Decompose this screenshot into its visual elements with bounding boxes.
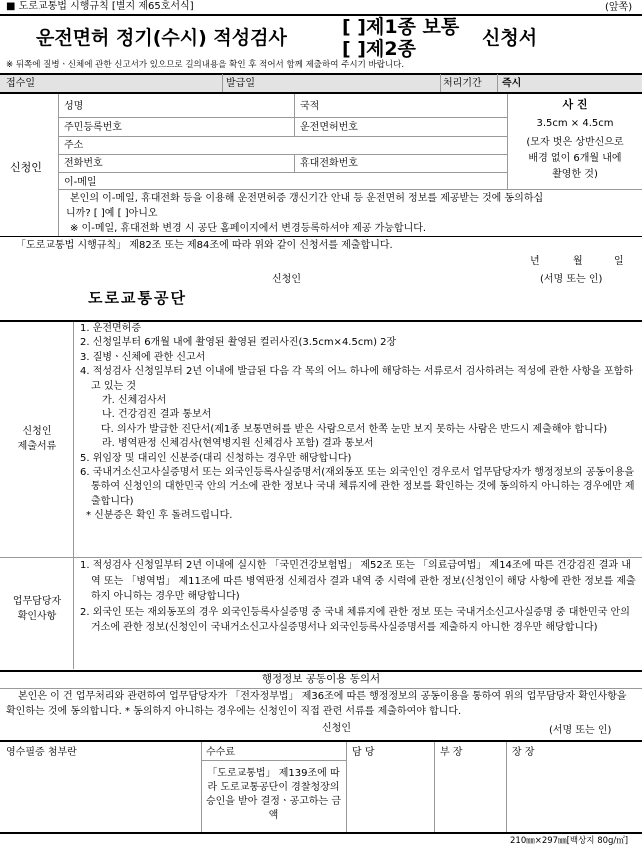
declaration-signer: 신청인 — [272, 274, 301, 285]
phone-field[interactable]: 전화번호 — [64, 158, 103, 169]
row-rule — [58, 117, 507, 118]
document-item: 2. 신청일부터 6개월 내에 촬영된 촬영된 컬러사진(3.5cm×4.5cm) 2장 — [80, 337, 397, 349]
receipt-number-label: 접수일 — [6, 78, 35, 89]
document-subitem: 가. 신체검사서 — [102, 395, 167, 407]
approval-section-chief[interactable]: 부 장 — [440, 747, 463, 758]
document-item: 6. 국내거소신고사실증명서 또는 외국인등록사실증명서(재외동포 또는 외국인인 경우로서 업무담당자가 행정정보의 공동이용을 통하여 신청인의 대한민국 안의 거소에 관한 정보나 국내 체류지에 관한 정보를 확인하는 것에 동의하지 아니하는 경우에만 제출합니다) — [80, 467, 635, 507]
receipt-divider — [497, 74, 498, 92]
consent-choice[interactable]: 니까? [ ]예 [ ]아니오 — [66, 208, 158, 219]
row-rule — [58, 172, 507, 173]
address-field[interactable]: 주소 — [64, 140, 84, 151]
photo-box[interactable] — [508, 97, 642, 183]
approval-director[interactable]: 장 장 — [512, 747, 535, 758]
name-field[interactable]: 성명 — [64, 101, 84, 112]
photo-title: 사 진 — [562, 98, 588, 111]
shared-info-signer: 신청인 — [322, 723, 351, 734]
footer-divider — [506, 742, 507, 832]
document-subitem: 나. 건강검진 결과 통보서 — [102, 409, 212, 421]
photo-size: 3.5cm × 4.5cm — [536, 118, 614, 129]
verification-label-divider — [73, 558, 74, 669]
form-title-suffix: 신청서 — [482, 27, 538, 49]
verification-item: 2. 외국인 또는 재외동포의 경우 외국인등록사실증명 중 국내 체류지에 관한 정보 또는 국내거소신고사실증명 중 대한민국 안의 거소에 관한 정보(신청인이 국내거소신고사실증명서나 외국인등록사실증명서를 제출하지 아니한 경우만 해당합니다) — [80, 606, 630, 634]
receipt-divider — [222, 74, 223, 92]
resident-number-field[interactable]: 주민등록번호 — [64, 122, 122, 133]
document-item: 4. 적성검사 신청일부터 2년 이내에 발급된 다음 각 목의 어느 하나에 해당하는 서류로서 검사하려는 적성에 관한 사항을 포함하고 있는 것 — [80, 366, 633, 392]
shared-info-body: 본인은 이 건 업무처리와 관련하여 업무담당자가 「전자정부법」 제36조에 따른 행정정보의 공동이용을 통하여 위의 업무담당자 확인사항을 확인하는 것에 동의합니다. * 동의하지 아니하는 경우에는 신청인이 직접 관련 서류를 제출하여야 합니다. — [6, 691, 627, 717]
license-number-field[interactable]: 운전면허번호 — [300, 122, 358, 133]
applicant-bottom-rule — [0, 236, 642, 237]
paper-spec: 210㎜×297㎜[백상지 80g/㎡] — [510, 836, 629, 846]
document-subitem: 라. 병역판정 신체검사(현역병지원 신체검사 포함) 결과 통보서 — [102, 438, 374, 450]
processing-period-value: 즉시 — [502, 78, 522, 89]
col-divider — [294, 94, 295, 136]
photo-note-line1: (모자 벗은 상반신으로 — [526, 137, 624, 148]
verification-item: 1. 적성검사 신청일부터 2년 이내에 실시한 「국민건강보험법」 제52조 또는 「의료급여법」 제14조에 따른 건강검진 결과 내역 또는 「병역법」 제11조에 따른 병역판정 신체검사 결과 내역 중 시력에 관한 정보(신청인이 해당 사항에 관한 정보를 제출하지 아니하는 경우만 해당합니다) — [80, 560, 636, 603]
photo-note-line2: 배경 없이 6개월 내에 — [528, 153, 622, 164]
documents-label — [4, 424, 70, 454]
fee-rule — [201, 760, 346, 761]
footer-top-rule — [0, 740, 642, 742]
verification-list — [80, 558, 636, 636]
documents-list — [80, 322, 636, 524]
verification-label-line1: 업무담당자 — [12, 596, 62, 607]
declaration-text: 「도로교통법 시행규칙」 제82조 또는 제84조에 따라 위와 같이 신청서를 제출합니다. — [16, 240, 393, 251]
document-item: 3. 질병ㆍ신체에 관한 신고서 — [80, 351, 206, 363]
verification-label — [4, 594, 70, 624]
processing-period-label: 처리기간 — [443, 78, 482, 89]
form-title: 운전면허 정기(수시) 적성검사 — [36, 27, 287, 49]
documents-label-line1: 신청인 — [22, 426, 52, 437]
footer-divider — [346, 742, 347, 832]
option-class2[interactable]: [ ]제2종 — [342, 38, 416, 60]
document-item: 5. 위임장 및 대리인 신분증(대리 신청하는 경우만 해당합니다) — [80, 452, 352, 464]
documents-label-divider — [73, 322, 74, 557]
date-day[interactable]: 일 — [614, 256, 624, 267]
mobile-field[interactable]: 휴대전화번호 — [300, 158, 358, 169]
receipt-attachment-area[interactable]: 영수필증 첨부란 — [6, 747, 77, 758]
document-subitem: 다. 의사가 발급한 진단서(제1종 보통면허를 받은 사람으로서 한쪽 눈만 보지 못하는 사람은 반드시 제출해야 합니다) — [101, 423, 608, 435]
row-rule — [58, 189, 642, 190]
date-month[interactable]: 월 — [573, 256, 583, 267]
nationality-field[interactable]: 국적 — [300, 101, 320, 112]
documents-label-line2: 제출서류 — [17, 441, 57, 452]
recipient-agency: 도로교통공단 — [88, 289, 187, 307]
consent-question: 본인의 이-메일, 휴대전화 등을 이용해 운전면허증 갱신기간 안내 등 운전면허 정보를 제공받는 것에 동의하십 — [70, 193, 544, 204]
page-side-note: (앞쪽) — [605, 2, 633, 13]
option-class1-normal[interactable]: [ ]제1종 보통 — [342, 16, 460, 38]
footer-bottom-rule — [0, 832, 642, 834]
declaration-sign-note[interactable]: (서명 또는 인) — [540, 274, 603, 285]
footer-divider — [201, 742, 202, 832]
applicant-label-divider — [58, 94, 59, 236]
row-rule — [58, 136, 507, 137]
approval-in-charge[interactable]: 담 당 — [352, 747, 375, 758]
fee-label: 수수료 — [206, 747, 235, 758]
shared-info-heading: 행정정보 공동이용 동의서 — [261, 673, 381, 685]
verification-bottom-rule — [0, 670, 642, 672]
receipt-top-rule — [0, 73, 642, 75]
shared-info-sign-note[interactable]: (서명 또는 인) — [549, 725, 612, 736]
consent-notice: ※ 이-메일, 휴대전화 변경 시 공단 홈페이지에서 변경등록하셔야 제공 가능합니다. — [70, 223, 427, 234]
header-rule — [0, 14, 642, 16]
receipt-row-shade — [0, 74, 642, 92]
issue-date-label: 발급일 — [226, 78, 255, 89]
document-item: 1. 운전면허증 — [80, 323, 142, 334]
footer-divider — [434, 742, 435, 832]
verification-label-line2: 확인사항 — [17, 611, 57, 622]
form-reference: ■ 도로교통법 시행규칙 [별지 제65호서식] — [6, 1, 194, 12]
document-note: * 신분증은 확인 후 돌려드립니다. — [86, 510, 233, 522]
applicant-section-label: 신청인 — [10, 161, 42, 174]
col-divider — [294, 154, 295, 172]
instruction-notice: ※ 뒤쪽에 질병ㆍ신체에 관한 신고서가 있으므로 길의내용을 확인 후 적어서 함께 제출하여 주시기 바랍니다. — [6, 60, 405, 70]
applicant-top-rule — [0, 92, 642, 94]
receipt-divider — [440, 74, 441, 92]
fee-text: 「도로교통법」 제139조에 따라 도로교통공단이 경찰청장의 승인을 받아 결정ㆍ공고하는 금액 — [205, 768, 342, 821]
date-year[interactable]: 년 — [530, 256, 540, 267]
email-field[interactable]: 이-메일 — [64, 177, 97, 188]
photo-note-line3: 촬영한 것) — [552, 169, 598, 180]
row-rule — [58, 154, 507, 155]
